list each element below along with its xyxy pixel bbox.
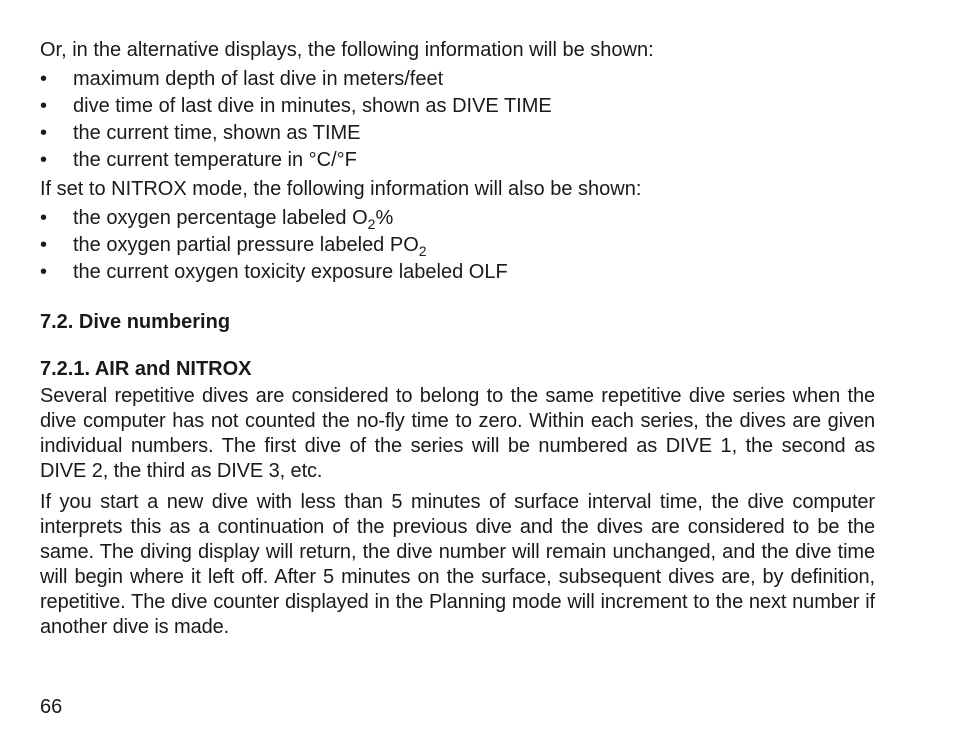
list-item-text: the current oxygen toxicity exposure labeled OLF [73, 261, 508, 283]
nitrox-info-list [40, 205, 875, 286]
list-item-text: the current temperature in °C/°F [73, 149, 357, 171]
list-item-text: maximum depth of last dive in meters/feet [73, 68, 444, 90]
alternative-displays-intro: Or, in the alternative displays, the following information will be shown: [40, 39, 654, 61]
subsection-heading: 7.2.1. AIR and NITROX [40, 358, 252, 380]
bullet-icon: • [40, 95, 48, 117]
paragraph-repetitive-dives: Several repetitive dives are considered to belong to the same repetitive dive series when the dive computer has not counted the no-fly time to zero. Within each series, the dives are given individual numbers. The first dive of the series will be numbered as DIVE 1, the second as DIVE 2, the third as DIVE 3, etc. [40, 385, 875, 482]
bullet-icon: • [40, 207, 48, 229]
bullet-icon: • [40, 261, 48, 283]
list-item [40, 259, 875, 286]
paragraph-surface-interval: If you start a new dive with less than 5 minutes of surface interval time, the dive computer interprets this as a continuation of the previous dive and the dives are considered to be the same. The diving display will return, the dive number will remain unchanged, and the dive time will begin where it left off. After 5 minutes on the surface, subsequent dives are, by definition, repetitive. The dive counter displayed in the Planning mode will increment to the next number if another dive is made. [40, 491, 875, 638]
list-item [40, 120, 875, 147]
bullet-icon: • [40, 234, 48, 256]
page-number: 66 [40, 696, 63, 718]
bullet-icon: • [40, 68, 48, 90]
bullet-icon: • [40, 122, 48, 144]
list-item-text: the current time, shown as TIME [73, 122, 361, 144]
list-item-text: dive time of last dive in minutes, shown as DIVE TIME [73, 95, 552, 117]
nitrox-mode-intro: If set to NITROX mode, the following information will also be shown: [40, 178, 642, 200]
alternative-displays-list [40, 66, 875, 174]
list-item [40, 66, 875, 93]
list-item-text: the oxygen partial pressure labeled PO [73, 234, 419, 256]
bullet-icon: • [40, 149, 48, 171]
list-item [40, 232, 875, 259]
page-content [40, 38, 875, 640]
list-item [40, 93, 875, 120]
subscript: 2 [418, 243, 427, 259]
list-item [40, 205, 875, 232]
list-item [40, 147, 875, 174]
list-item-text: the oxygen percentage labeled O [73, 207, 368, 229]
subscript: 2 [367, 216, 376, 232]
list-item-suffix: % [375, 207, 394, 229]
section-heading: 7.2. Dive numbering [40, 311, 231, 333]
